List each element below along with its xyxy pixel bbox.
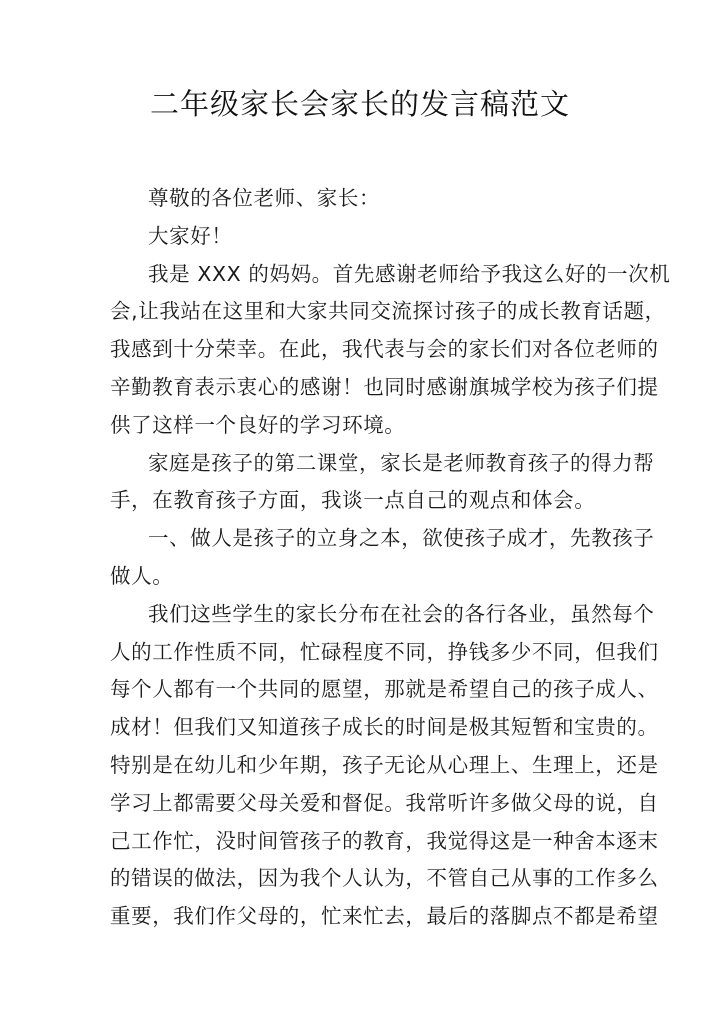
text-line: 做人。 bbox=[110, 563, 174, 588]
text-line: 人的工作性质不同，忙碌程度不同，挣钱多少不同，但我们 bbox=[110, 639, 659, 664]
text-line: 我们这些学生的家长分布在社会的各行各业，虽然每个 bbox=[148, 601, 655, 626]
text-line: 学习上都需要父母关爱和督促。我常听许多做父母的说，自 bbox=[110, 790, 659, 815]
document-title: 二年级家长会家长的发言稿范文 bbox=[149, 87, 570, 121]
text-line: 重要，我们作父母的，忙来忙去，最后的落脚点不都是希望 bbox=[110, 904, 659, 929]
text-line: 家庭是孩子的第二课堂，家长是老师教育孩子的得力帮 bbox=[148, 450, 655, 475]
text-line: 己工作忙，没时间管孩子的教育，我觉得这是一种舍本逐末 bbox=[110, 828, 659, 853]
text-line: 每个人都有一个共同的愿望，那就是希望自己的孩子成人、 bbox=[110, 677, 659, 702]
document-body bbox=[110, 180, 671, 936]
text-line: 我感到十分荣幸。在此，我代表与会的家长们对各位老师的 bbox=[110, 337, 659, 362]
text-line: 特别是在幼儿和少年期，孩子无论从心理上、生理上，还是 bbox=[110, 752, 659, 777]
text-line: 辛勤教育表示衷心的感谢！也同时感谢旗城学校为孩子们提 bbox=[110, 374, 659, 399]
text-line: 成材！但我们又知道孩子成长的时间是极其短暂和宝贵的。 bbox=[110, 715, 659, 740]
text-line: 供了这样一个良好的学习环境。 bbox=[110, 412, 406, 437]
text-line: 手，在教育孩子方面，我谈一点自己的观点和体会。 bbox=[110, 488, 596, 513]
text-line: 的错误的做法，因为我个人认为，不管自己从事的工作多么 bbox=[110, 866, 659, 891]
text-line: 一、做人是孩子的立身之本，欲使孩子成才，先教孩子 bbox=[148, 526, 655, 551]
text-line: 尊敬的各位老师、家长： bbox=[148, 186, 381, 210]
text-line: 会,让我站在这里和大家共同交流探讨孩子的成长教育话题， bbox=[110, 299, 666, 324]
text-line: 大家好！ bbox=[148, 223, 233, 248]
text-line: 我是 XXX 的妈妈。首先感谢老师给予我这么好的一次机 bbox=[148, 261, 671, 286]
